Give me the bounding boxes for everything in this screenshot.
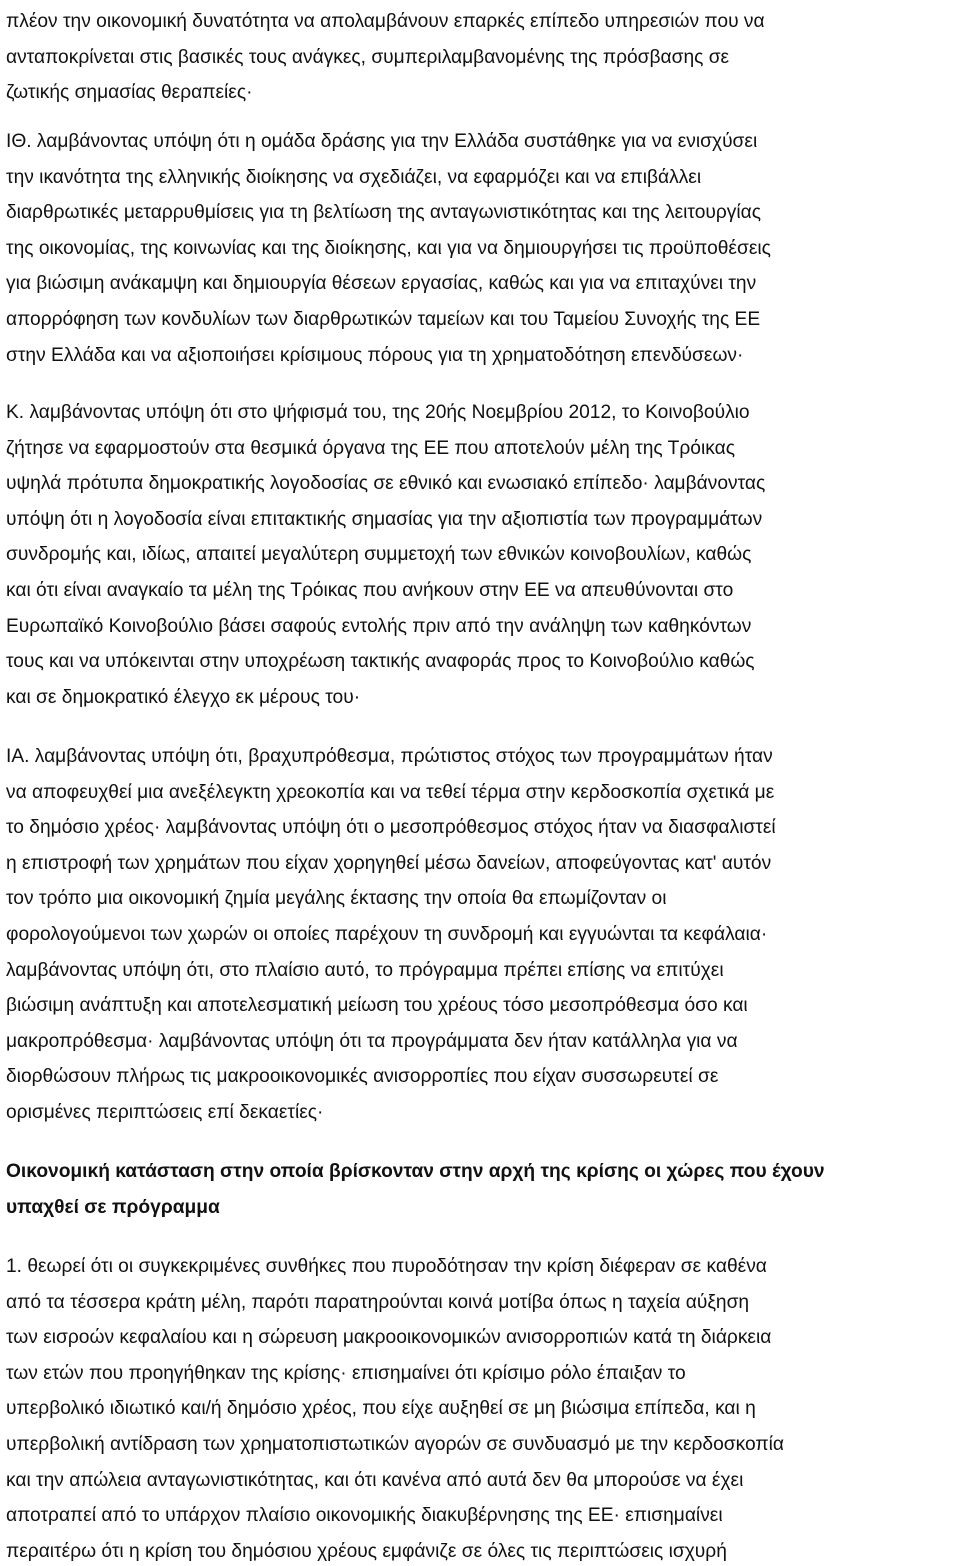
text-line: φορολογούμενοι των χωρών οι οποίες παρέχουν τη συνδρομή και εγγυώνται τα κεφάλαια· (6, 923, 768, 945)
text-line: υπόψη ότι η λογοδοσία είναι επιτακτικής σημασίας για την αξιοπιστία των προγραμμάτων (6, 508, 763, 530)
text-line: την ικανότητα της ελληνικής διοίκησης να σχεδιάζει, να εφαρμόζει και να επιβάλλει (6, 166, 702, 188)
text-line: Κ. λαμβάνοντας υπόψη ότι στο ψήφισμά του, της 20ής Νοεμβρίου 2012, το Κοινοβούλιο (6, 402, 750, 423)
text-line: 1. θεωρεί ότι οι συγκεκριμένες συνθήκες που πυροδότησαν την κρίση διέφεραν σε καθένα (6, 1256, 767, 1277)
text-line: και σε δημοκρατικό έλεγχο εκ μέρους του· (6, 686, 361, 708)
text-line: ζωτικής σημασίας θεραπείες· (6, 82, 253, 104)
heading-line: Οικονομική κατάσταση στην οποία βρίσκονταν στην αρχή της κρίσης οι χώρες που έχουν (6, 1161, 825, 1182)
text-line: υπερβολική αντίδραση των χρηματοπιστωτικών αγορών σε συνδυασμό με την κερδοσκοπία (6, 1433, 784, 1455)
text-line: πλέον την οικονομική δυνατότητα να απολαμβάνουν επαρκές επίπεδο υπηρεσιών που να (6, 11, 765, 32)
text-line: της οικονομίας, της κοινωνίας και της διοίκησης, και για να δημιουργήσει τις προϋποθέσεις (6, 237, 771, 259)
section-heading (6, 1154, 958, 1225)
text-line: διαρθρωτικές μεταρρυθμίσεις για τη βελτίωση της ανταγωνιστικότητας και της λειτουργίας (6, 202, 761, 224)
text-line: λαμβάνοντας υπόψη ότι, στο πλαίσιο αυτό, το πρόγραμμα πρέπει επίσης να επιτύχει (6, 959, 724, 981)
text-line: διορθώσουν πλήρως τις μακροοικονομικές ανισορροπίες που είχαν συσσωρευτεί σε (6, 1066, 719, 1088)
text-line: ΙΘ. λαμβάνοντας υπόψη ότι η ομάδα δράσης για την Ελλάδα συστάθηκε για να ενισχύσει (6, 131, 758, 152)
text-line: και την απώλεια ανταγωνιστικότητας, και ότι κανένα από αυτά δεν θα μπορούσε να έχει (6, 1469, 744, 1491)
text-line: απορρόφηση των κονδυλίων των διαρθρωτικών ταμείων και του Ταμείου Συνοχής της ΕΕ (6, 308, 761, 330)
paragraph-recital-ia (6, 739, 958, 1131)
document-page (6, 0, 958, 1566)
text-line: και ότι είναι αναγκαίο τα μέλη της Τρόικας που ανήκουν στην ΕΕ να απευθύνονται στο (6, 579, 734, 601)
text-line: για βιώσιμη ανάκαμψη και δημιουργία θέσεων εργασίας, καθώς και για να επιταχύνει την (6, 273, 757, 295)
text-line: ανταποκρίνεται στις βασικές τους ανάγκες, συμπεριλαμβανομένης της πρόσβασης σε (6, 46, 730, 68)
paragraph-intro-continuation (6, 4, 958, 111)
text-line: στην Ελλάδα και να αξιοποιήσει κρίσιμους πόρους για τη χρηματοδότηση επενδύσεων· (6, 344, 744, 366)
text-line: η επιστροφή των χρημάτων που είχαν χορηγηθεί μέσω δανείων, αποφεύγοντας κατ' αυτόν (6, 852, 772, 874)
text-line: τους και να υπόκεινται στην υποχρέωση τακτικής αναφοράς προς το Κοινοβούλιο καθώς (6, 651, 755, 673)
text-line: των εισροών κεφαλαίου και η σώρευση μακροοικονομικών ανισορροπιών κατά τη διάρκεια (6, 1327, 772, 1349)
text-line: ζήτησε να εφαρμοστούν στα θεσμικά όργανα της ΕΕ που αποτελούν μέλη της Τρόικας (6, 437, 735, 459)
text-line: από τα τέσσερα κράτη μέλη, παρότι παρατηρούνται κοινά μοτίβα όπως η ταχεία αύξηση (6, 1291, 750, 1313)
text-line: αποτραπεί από το υπάρχον πλαίσιο οικονομικής διακυβέρνησης της ΕΕ· επισημαίνει (6, 1505, 723, 1527)
text-line: υπερβολικό ιδιωτικό και/ή δημόσιο χρέος, που είχε αυξηθεί σε μη βιώσιμα επίπεδα, και η (6, 1398, 756, 1420)
text-line: βιώσιμη ανάπτυξη και αποτελεσματική μείωση του χρέους τόσο μεσοπρόθεσμα όσο και (6, 995, 748, 1017)
paragraph-recital-ith (6, 124, 958, 373)
text-line: Ευρωπαϊκό Κοινοβούλιο βάσει σαφούς εντολής πριν από την ανάληψη των καθηκόντων (6, 615, 752, 637)
text-line: περαιτέρω ότι η κρίση του δημόσιου χρέους εμφάνιζε σε όλες τις περιπτώσεις ισχυρή (6, 1540, 727, 1562)
paragraph-point-1 (6, 1249, 958, 1566)
text-line: υψηλά πρότυπα δημοκρατικής λογοδοσίας σε εθνικό και ενωσιακό επίπεδο· λαμβάνοντας (6, 473, 766, 495)
text-line: ορισμένες περιπτώσεις επί δεκαετίες· (6, 1101, 324, 1123)
text-line: να αποφευχθεί μια ανεξέλεγκτη χρεοκοπία και να τεθεί τέρμα στην κερδοσκοπία σχετικά με (6, 781, 775, 803)
text-line: συνδρομής και, ιδίως, απαιτεί μεγαλύτερη συμμετοχή των εθνικών κοινοβουλίων, καθώς (6, 544, 752, 566)
text-line: μακροπρόθεσμα· λαμβάνοντας υπόψη ότι τα προγράμματα δεν ήταν κατάλληλα για να (6, 1030, 738, 1052)
text-line: το δημόσιο χρέος· λαμβάνοντας υπόψη ότι ο μεσοπρόθεσμος στόχος ήταν να διασφαλιστεί (6, 817, 776, 839)
text-line: ΙΑ. λαμβάνοντας υπόψη ότι, βραχυπρόθεσμα, πρώτιστος στόχος των προγραμμάτων ήταν (6, 746, 773, 767)
heading-line: υπαχθεί σε πρόγραμμα (6, 1196, 220, 1218)
text-line: των ετών που προηγήθηκαν της κρίσης· επισημαίνει ότι κρίσιμο ρόλο έπαιξαν το (6, 1362, 686, 1384)
text-line: τον τρόπο μια οικονομική ζημία μεγάλης έκτασης την οποία θα επωμίζονταν οι (6, 888, 667, 910)
paragraph-recital-k (6, 395, 958, 715)
